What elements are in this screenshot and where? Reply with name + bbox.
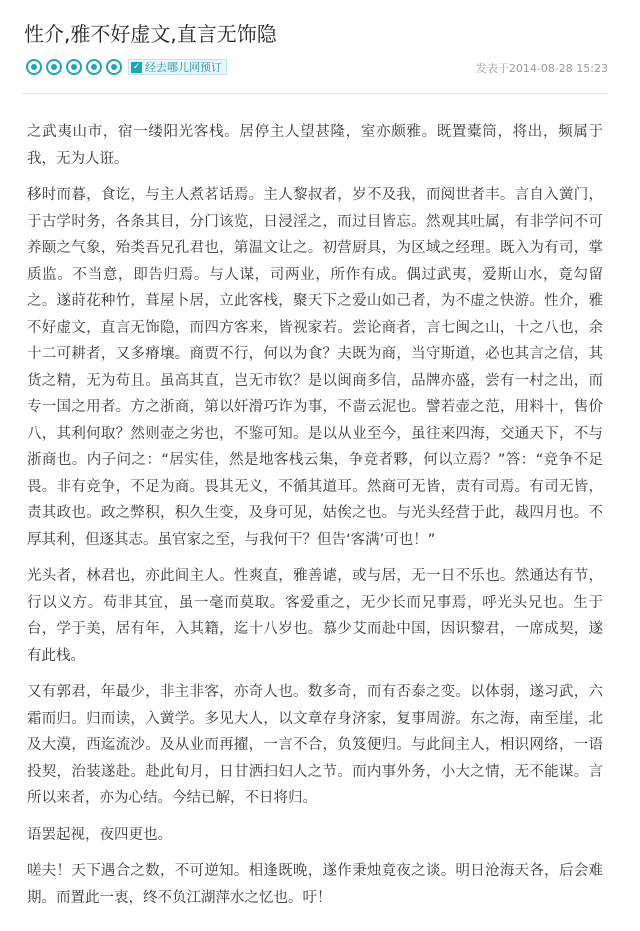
paragraph: 移时而暮，食讫，与主人煮茗话焉。主人黎叔者，岁不及我，而阅世者丰。言自入黉门，于古学时务，各条其目，分门该览，日浸淫之，而过目皆忘。然观其吐属，有非学问不可养颐之气象，殆类吾兄孔君也，第温文让之。初营厨具，为区域之经理。既入为有司，掌质监。不当意，即告归焉。与人谋，司两业，所作有成。偶过武夷，爱斯山水，竟勾留之。遂莳花种竹，葺屋卜居，立此客栈，聚天下之爱山如己者，为不虚之快游。性介，雅不好虚文，直言无饰隐，而四方客来，皆视家若。尝论商者，言七闽之山，十之八也，余十二可耕者，又多瘠壤。商贾不行，何以为食？夫既为商，当守斯道，必也其言之信，其货之精，无为苟且。虽高其直，岂无市钦？是以闽商多信，品牌亦盛，尝有一村之出，而专一国之用者。方之浙商，第以奸滑巧诈为事，不啬云泥也。譬若壶之范，用料十，售价八，其利何取？然则壶之劣也，不鉴可知。是以从业至今，虽往来四海，交通天下，不与浙商也。内子问之：“居实佳，然是地客栈云集，争竞者夥，何以立焉？”答：“竞争不足畏。非有竞争，不足为商。畏其无义，不循其道耳。然商可无皆，责有司焉。有司无皆，责其政也。政之弊积，积久生变，及身可见，姑俟之也。与光头经营于此，裁四月也。不厚其利，但逐其志。虽官家之至，与我何干？但告‘客满’可也！” bbox=[27, 187, 603, 548]
rating-dot-icon bbox=[26, 59, 42, 75]
rating-dot-icon bbox=[66, 59, 82, 75]
paragraph: 语罢起视，夜四更也。 bbox=[27, 826, 172, 843]
page-title: 性介,雅不好虚文,直言无饰隐 bbox=[24, 22, 277, 46]
booking-badge-label: 经去哪儿网预订 bbox=[145, 61, 222, 74]
paragraph: 之武夷山市，宿一缕阳光客栈。居停主人望甚隆，室亦颇雅。既置橐筒，将出，频属于我，无为人诳。 bbox=[27, 124, 603, 167]
booking-badge[interactable] bbox=[128, 59, 227, 75]
divider bbox=[22, 93, 608, 94]
rating-dot-icon bbox=[46, 59, 62, 75]
rating-dot-icon bbox=[86, 59, 102, 75]
review-body bbox=[27, 119, 603, 921]
paragraph: 又有郭君，年最少，非主非客，亦奇人也。数多奇，而有否泰之变。以体弱，遂习武，六霜而归。归而读，入黉学。多见大人，以文章存身济家，复事周游。东之海，南至崖，北及大漠，西迄流沙。及从业而再擢，一言不合，负笈便归。与此间主人，相识网络，一语投契，治装遂赴。赴此旬月，日甘洒扫妇人之节。而内事外务，小大之情，无不能谋。言所以来者，亦为心结。今结已解，不日将归。 bbox=[27, 684, 603, 806]
rating-dot-icon bbox=[106, 59, 122, 75]
paragraph: 嗟夫！天下遇合之数，不可逆知。相逢既晚，遂作秉烛竟夜之谈。明日沧海天各，后会难期。而置此一衷，终不负江湖萍水之忆也。吁！ bbox=[27, 863, 603, 906]
check-icon: ✓ bbox=[132, 61, 141, 72]
rating bbox=[26, 59, 122, 75]
review-meta bbox=[26, 58, 608, 78]
paragraph: 光头者，林君也，亦此间主人。性爽直，雅善谑，或与居，无一日不乐也。然通达有节，行以义方。苟非其宜，虽一毫而莫取。客爱重之，无少长而兄事焉，呼光头兄也。生于台，学于美，居有年，入其籍，迄十八岁也。慕少艾而赴中国，因识黎君，一席成契，遂有此栈。 bbox=[27, 568, 603, 664]
post-date: 发表于2014-08-28 15:23 bbox=[475, 62, 608, 75]
